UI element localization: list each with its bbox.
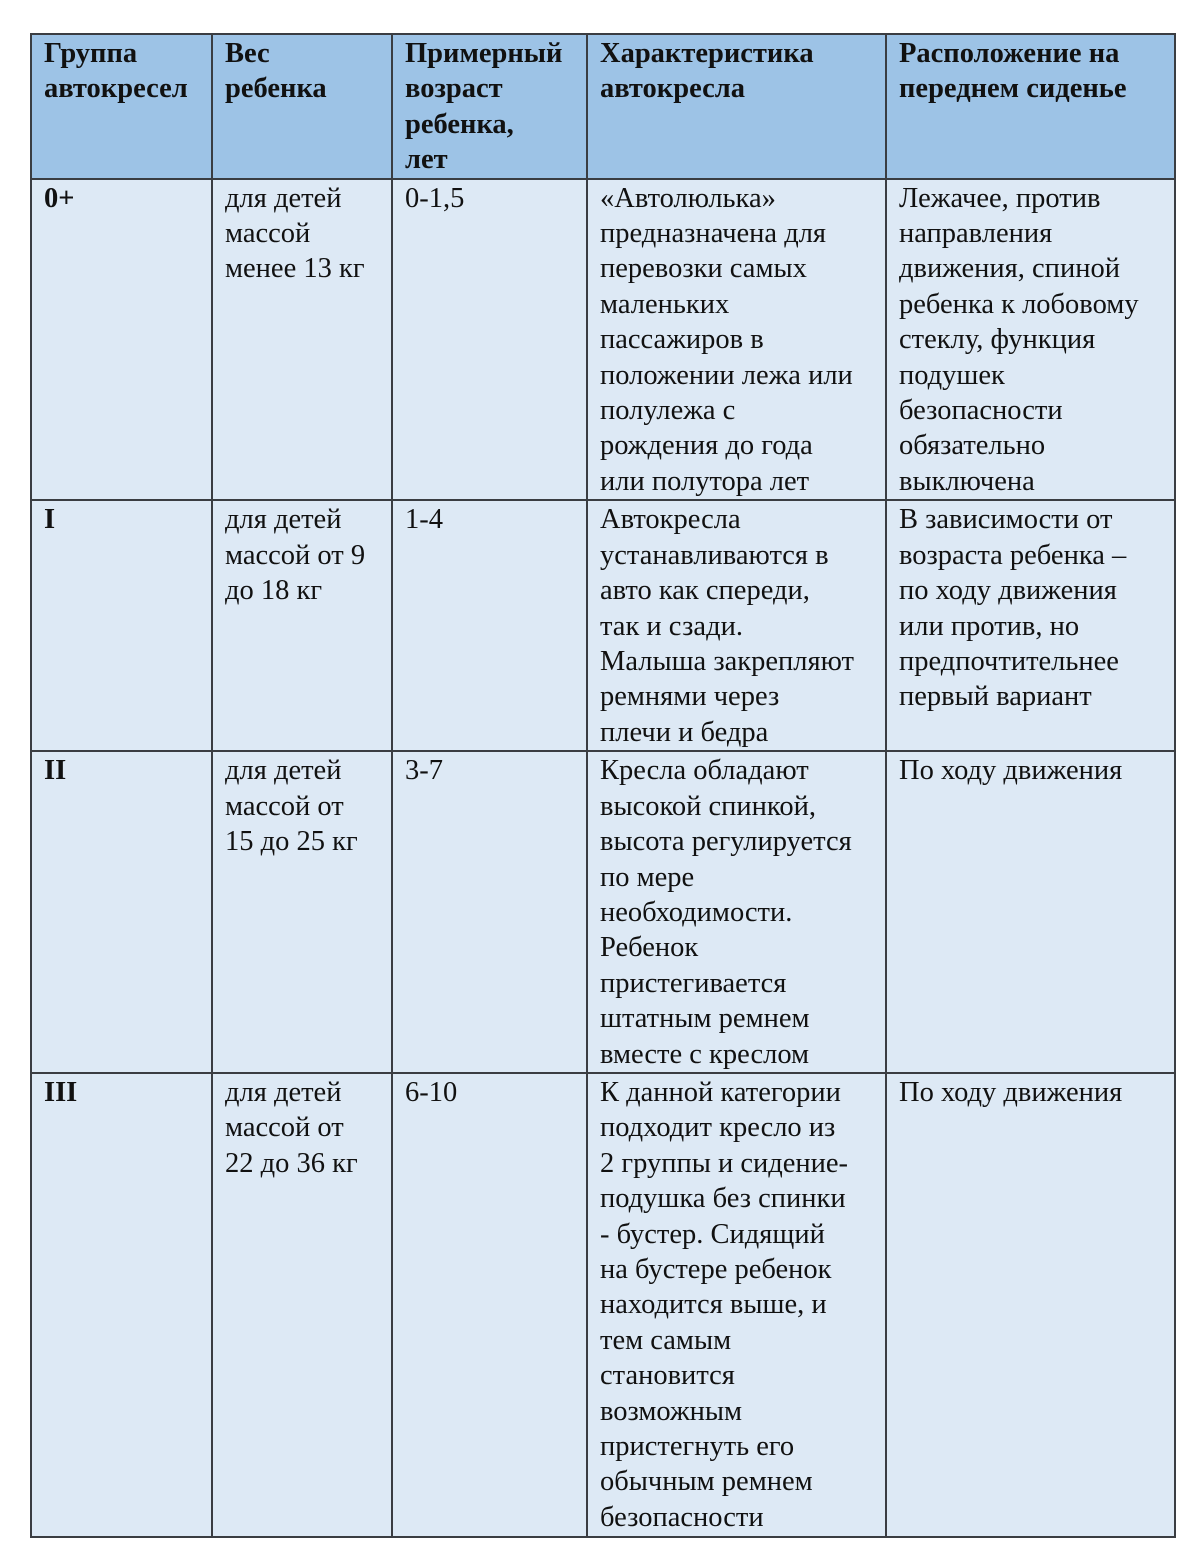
cell-group: I xyxy=(31,500,212,751)
cell-group: 0+ xyxy=(31,179,212,501)
car-seat-groups-table xyxy=(30,33,1176,1538)
header-age: Примерный возраст ребенка, лет xyxy=(392,34,587,179)
header-group: Группа автокресел xyxy=(31,34,212,179)
cell-age: 6-10 xyxy=(392,1073,587,1537)
cell-description: Кресла обладают высокой спинкой, высота регулируется по мере необходимости. Ребенок пристегивается штатным ремнем вместе с креслом xyxy=(587,751,886,1073)
cell-placement: По ходу движения xyxy=(886,1073,1175,1537)
header-placement: Расположение на переднем сиденье xyxy=(886,34,1175,179)
cell-placement: Лежачее, против направления движения, спиной ребенка к лобовому стеклу, функция подушек безопасности обязательно выключена xyxy=(886,179,1175,501)
cell-placement: По ходу движения xyxy=(886,751,1175,1073)
cell-weight: для детей массой от 15 до 25 кг xyxy=(212,751,392,1073)
cell-age: 3-7 xyxy=(392,751,587,1073)
cell-description: «Автолюлька» предназначена для перевозки самых маленьких пассажиров в положении лежа или полулежа с рождения до года или полутора лет xyxy=(587,179,886,501)
table-row xyxy=(31,500,1175,751)
table-row xyxy=(31,751,1175,1073)
table-header-row xyxy=(31,34,1175,179)
cell-placement: В зависимости от возраста ребенка – по ходу движения или против, но предпочтительнее первый вариант xyxy=(886,500,1175,751)
table-row xyxy=(31,1073,1175,1537)
cell-age: 0-1,5 xyxy=(392,179,587,501)
cell-weight: для детей массой от 22 до 36 кг xyxy=(212,1073,392,1537)
cell-age: 1-4 xyxy=(392,500,587,751)
header-weight: Вес ребенка xyxy=(212,34,392,179)
cell-weight: для детей массой менее 13 кг xyxy=(212,179,392,501)
header-description: Характеристика автокресла xyxy=(587,34,886,179)
table-row xyxy=(31,179,1175,501)
cell-group: II xyxy=(31,751,212,1073)
cell-description: Автокресла устанавливаются в авто как спереди, так и сзади. Малыша закрепляют ремнями через плечи и бедра xyxy=(587,500,886,751)
cell-description: К данной категории подходит кресло из 2 группы и сидение- подушка без спинки - бустер. Сидящий на бустере ребенок находится выше, и тем самым становится возможным пристегнуть его обычным ремнем безопасности xyxy=(587,1073,886,1537)
cell-weight: для детей массой от 9 до 18 кг xyxy=(212,500,392,751)
cell-group: III xyxy=(31,1073,212,1537)
